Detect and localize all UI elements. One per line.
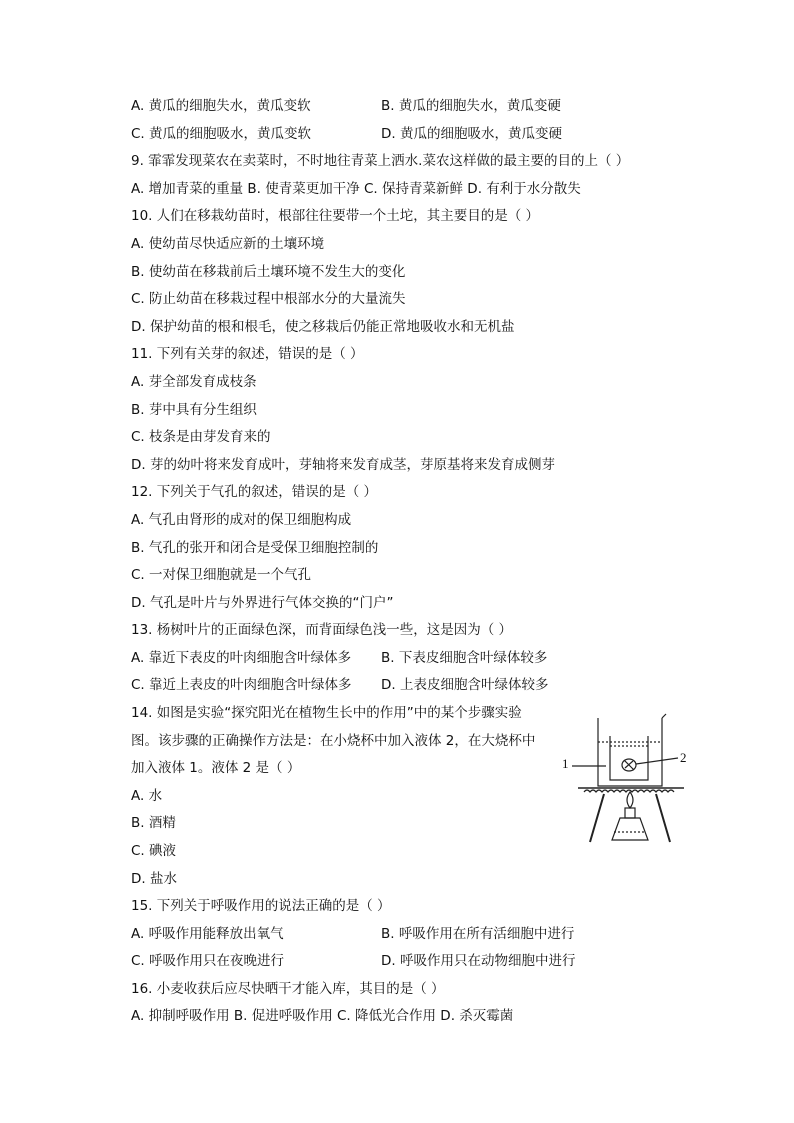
apparatus-diagram — [562, 708, 692, 846]
q13-option-d: D. 上表皮细胞含叶绿体较多 — [381, 677, 549, 693]
q8-option-a: A. 黄瓜的细胞失水，黄瓜变软 — [131, 98, 311, 114]
q13-option-a: A. 靠近下表皮的叶肉细胞含叶绿体多 — [131, 650, 352, 666]
q10-option-d: D. 保护幼苗的根和根毛，使之移栽后仍能正常地吸收水和无机盐 — [131, 319, 515, 335]
q10-option-b: B. 使幼苗在移栽前后土壤环境不发生大的变化 — [131, 264, 406, 280]
q11-option-a: A. 芽全部发育成枝条 — [131, 374, 257, 390]
q13-option-c: C. 靠近上表皮的叶肉细胞含叶绿体多 — [131, 677, 352, 693]
q14-option-a: A. 水 — [131, 788, 163, 804]
q12-stem: 12. 下列关于气孔的叙述，错误的是（ ） — [131, 484, 378, 500]
q9-options: A. 增加青菜的重量 B. 使青菜更加干净 C. 保持青菜新鲜 D. 有利于水分散失 — [131, 181, 581, 197]
q15-option-b: B. 呼吸作用在所有活细胞中进行 — [381, 926, 575, 942]
q15-option-a: A. 呼吸作用能释放出氧气 — [131, 926, 284, 942]
q14-option-b: B. 酒精 — [131, 815, 176, 831]
q11-option-d: D. 芽的幼叶将来发育成叶，芽轴将来发育成茎，芽原基将来发育成侧芽 — [131, 457, 555, 473]
q14-stem-line3: 加入液体 1。液体 2 是（ ） — [131, 760, 301, 776]
q16-stem: 16. 小麦收获后应尽快晒干才能入库，其目的是（ ） — [131, 981, 445, 997]
wire-gauze — [584, 790, 674, 792]
q12-option-d: D. 气孔是叶片与外界进行气体交换的“门户” — [131, 595, 394, 611]
q12-option-c: C. 一对保卫细胞就是一个气孔 — [131, 567, 312, 583]
q15-option-c: C. 呼吸作用只在夜晚进行 — [131, 953, 285, 969]
q15-option-d: D. 呼吸作用只在动物细胞中进行 — [381, 953, 576, 969]
q14-option-d: D. 盐水 — [131, 871, 177, 887]
large-beaker — [598, 718, 662, 786]
q14-option-c: C. 碘液 — [131, 843, 177, 859]
q8-option-c: C. 黄瓜的细胞吸水，黄瓜变软 — [131, 126, 312, 142]
q9-stem: 9. 霏霏发现菜农在卖菜时，不时地往青菜上洒水.菜农这样做的最主要的目的上（ ） — [131, 153, 630, 169]
q15-stem: 15. 下列关于呼吸作用的说法正确的是（ ） — [131, 898, 391, 914]
tripod-leg-left — [590, 794, 604, 842]
q16-options: A. 抑制呼吸作用 B. 促进呼吸作用 C. 降低光合作用 D. 杀灭霉菌 — [131, 1008, 514, 1024]
water-bath-apparatus-figure — [562, 708, 692, 846]
q12-option-b: B. 气孔的张开和闭合是受保卫细胞控制的 — [131, 540, 379, 556]
q8-option-b: B. 黄瓜的细胞失水，黄瓜变硬 — [381, 98, 561, 114]
q13-stem: 13. 杨树叶片的正面绿色深，而背面绿色浅一些，这是因为（ ） — [131, 622, 513, 638]
q11-option-c: C. 枝条是由芽发育来的 — [131, 429, 271, 445]
figure-label-1: 1 — [562, 756, 569, 771]
tripod-leg-right — [656, 794, 670, 842]
q14-stem-line2: 图。该步骤的正确操作方法是：在小烧杯中加入液体 2，在大烧杯中 — [131, 733, 536, 749]
leader-line-2 — [636, 758, 678, 764]
q11-option-b: B. 芽中具有分生组织 — [131, 402, 257, 418]
alcohol-lamp — [612, 818, 648, 840]
flame — [627, 792, 633, 808]
figure-label-2: 2 — [680, 750, 687, 765]
q12-option-a: A. 气孔由肾形的成对的保卫细胞构成 — [131, 512, 352, 528]
q13-option-b: B. 下表皮细胞含叶绿体较多 — [381, 650, 548, 666]
q8-option-d: D. 黄瓜的细胞吸水，黄瓜变硬 — [381, 126, 562, 142]
q14-stem-line1: 14. 如图是实验“探究阳光在植物生长中的作用”中的某个步骤实验 — [131, 705, 522, 721]
q10-option-c: C. 防止幼苗在移栽过程中根部水分的大量流失 — [131, 291, 406, 307]
q10-stem: 10. 人们在移栽幼苗时，根部往往要带一个土坨，其主要目的是（ ） — [131, 208, 540, 224]
q10-option-a: A. 使幼苗尽快适应新的土壤环境 — [131, 236, 325, 252]
q11-stem: 11. 下列有关芽的叙述，错误的是（ ） — [131, 346, 364, 362]
